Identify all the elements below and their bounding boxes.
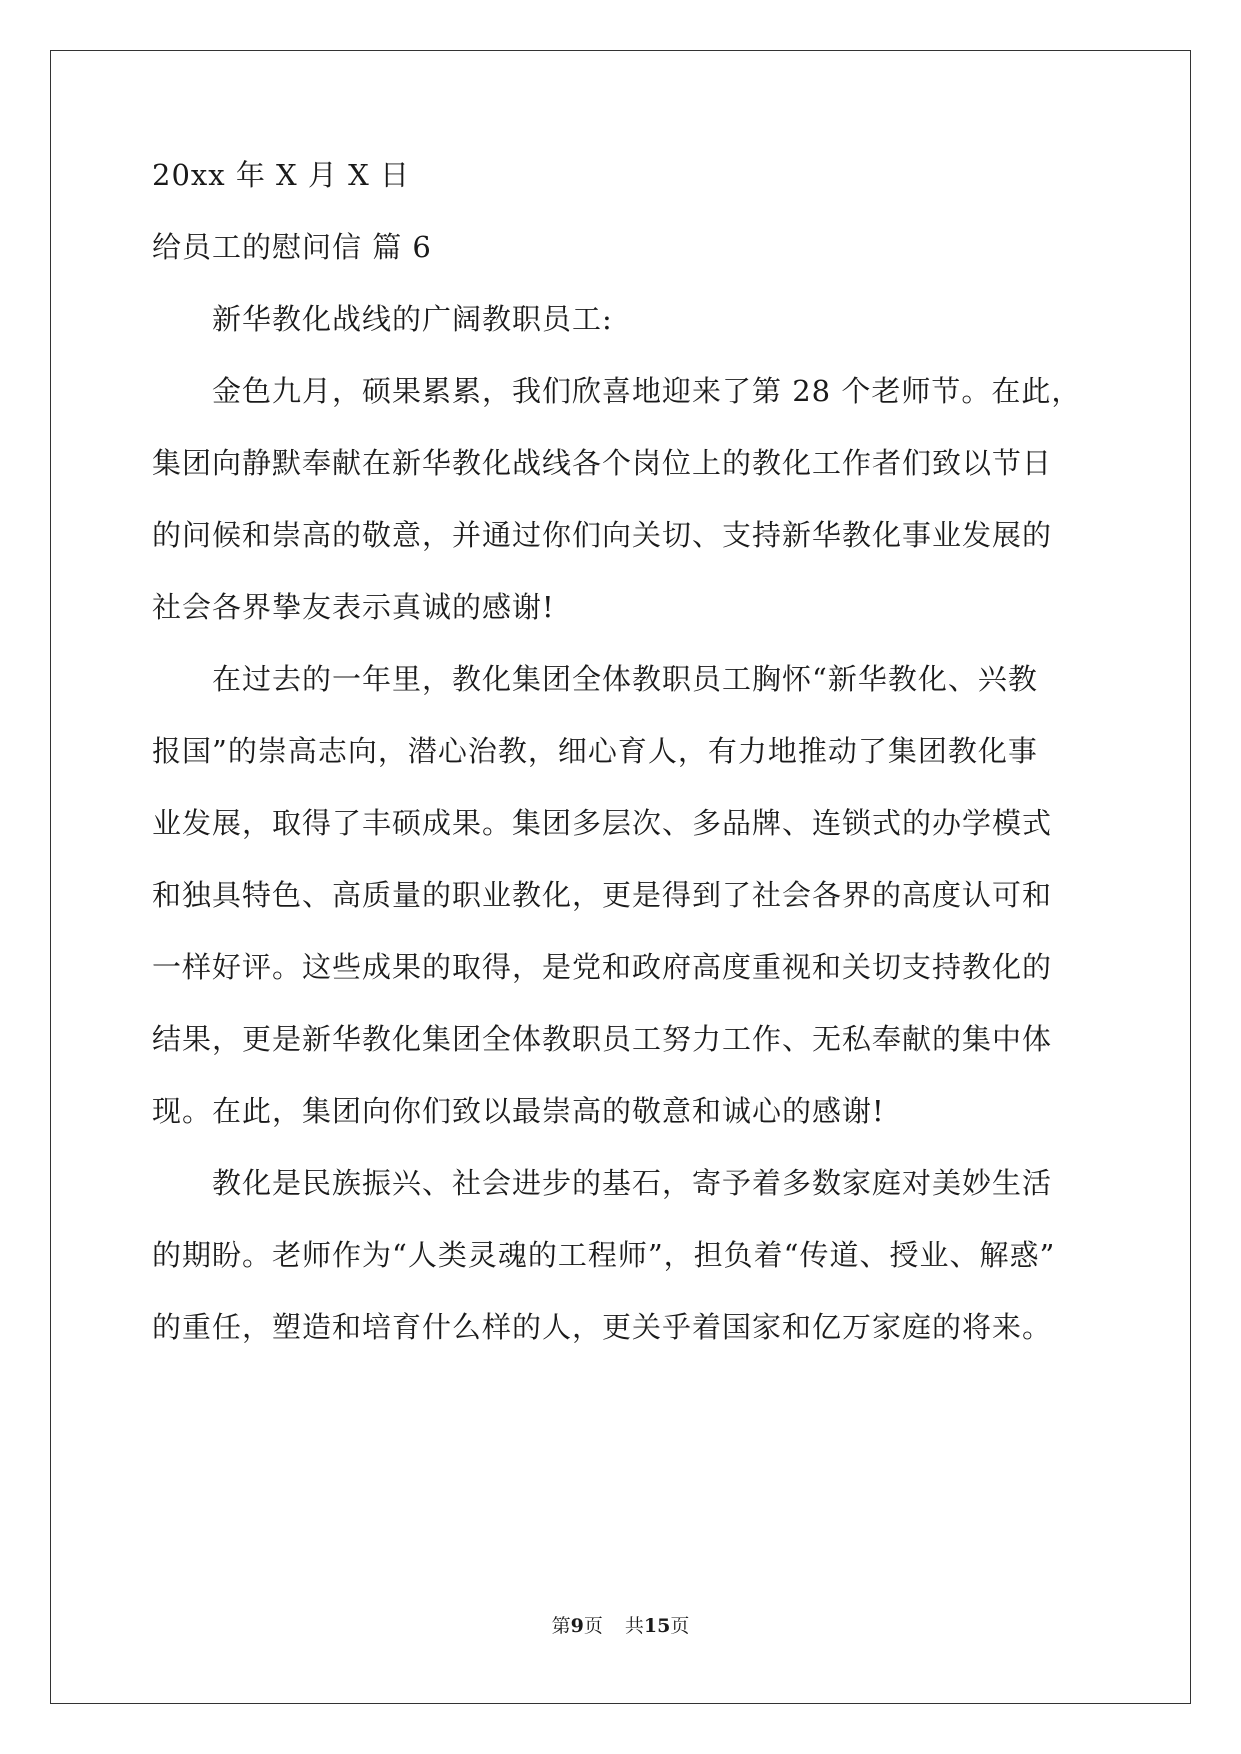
total-unit: 页 xyxy=(670,1615,690,1637)
page-footer xyxy=(0,1614,1241,1638)
body-line: 的问候和崇高的敬意，并通过你们向关切、支持新华教化事业发展的 xyxy=(152,518,1053,552)
body-line: 现。在此，集团向你们致以最崇高的敬意和诚心的感谢! xyxy=(152,1094,885,1128)
page-prefix: 第 xyxy=(551,1615,571,1637)
body-line: 一样好评。这些成果的取得，是党和政府高度重视和关切支持教化的 xyxy=(152,950,1053,984)
body-line: 社会各界挚友表示真诚的感谢! xyxy=(152,590,555,624)
letter-title: 给员工的慰问信 篇 6 xyxy=(152,230,432,264)
body-line: 的重任，塑造和培育什么样的人，更关乎着国家和亿万家庭的将来。 xyxy=(152,1310,1053,1344)
body-line: 结果，更是新华教化集团全体教职员工努力工作、无私奉献的集中体 xyxy=(152,1022,1053,1056)
date-line: 20xx 年 X 月 X 日 xyxy=(152,158,410,192)
body-line: 集团向静默奉献在新华教化战线各个岗位上的教化工作者们致以节日 xyxy=(152,446,1053,480)
total-prefix: 共 xyxy=(624,1615,644,1637)
body-line: 的期盼。老师作为“人类灵魂的工程师”，担负着“传道、授业、解惑” xyxy=(152,1238,1056,1272)
page-unit: 页 xyxy=(583,1615,603,1637)
total-page-number: 15 xyxy=(643,1615,671,1637)
current-page-number: 9 xyxy=(570,1615,584,1637)
body-line: 教化是民族振兴、社会进步的基石，寄予着多数家庭对美妙生活 xyxy=(212,1166,1053,1200)
body-line: 和独具特色、高质量的职业教化，更是得到了社会各界的高度认可和 xyxy=(152,878,1053,912)
body-line: 业发展，取得了丰硕成果。集团多层次、多品牌、连锁式的办学模式 xyxy=(152,806,1053,840)
salutation: 新华教化战线的广阔教职员工: xyxy=(212,302,613,336)
body-line: 在过去的一年里，教化集团全体教职员工胸怀“新华教化、兴教 xyxy=(212,662,1038,696)
body-line: 报国”的崇高志向，潜心治教，细心育人，有力地推动了集团教化事 xyxy=(152,734,1038,768)
body-line: 金色九月，硕果累累，我们欣喜地迎来了第 28 个老师节。在此， xyxy=(212,374,1082,408)
